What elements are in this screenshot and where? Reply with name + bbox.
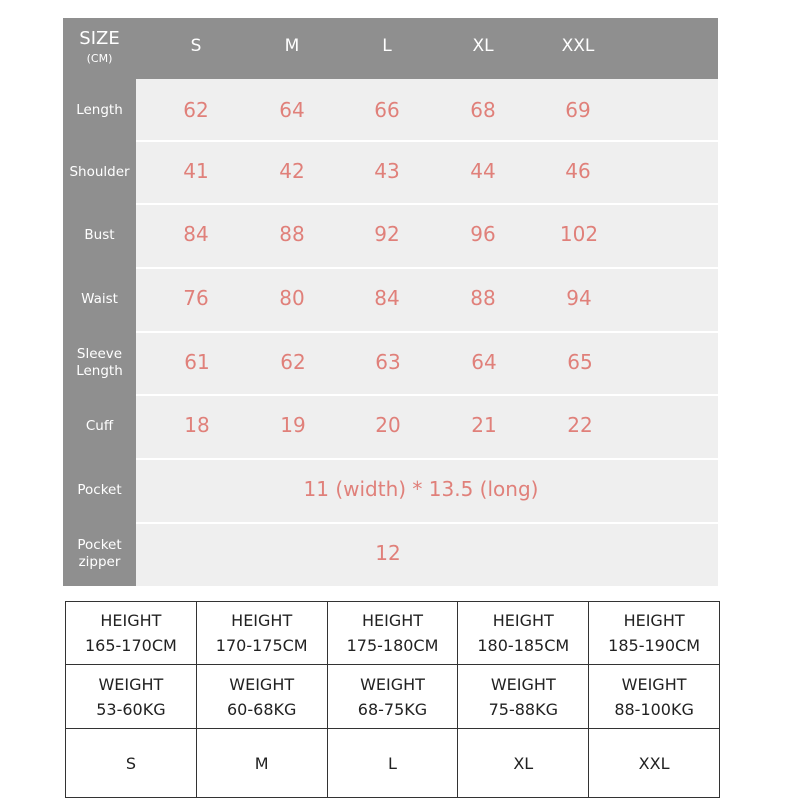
- weight-label: WEIGHT: [98, 674, 164, 694]
- cuff-xxl: 22: [567, 413, 593, 437]
- size-cell-l: L: [327, 729, 458, 798]
- waist-m: 80: [279, 286, 305, 310]
- weight-cell-xxl: [589, 665, 720, 729]
- size-header-row: [63, 18, 718, 79]
- weight-range: 75-88KG: [488, 699, 558, 719]
- row-label-sleeve-line2: Length: [76, 363, 123, 379]
- waist-s: 76: [183, 286, 209, 310]
- size-header-s: S: [190, 36, 202, 56]
- row-divider: [136, 140, 718, 142]
- size-title: SIZE: [79, 28, 120, 49]
- cuff-m: 19: [280, 413, 306, 437]
- height-cell-xxl: [589, 602, 720, 665]
- row-divider: [136, 203, 718, 205]
- height-range: 175-180CM: [346, 636, 439, 655]
- weight-label: WEIGHT: [621, 674, 687, 694]
- row-label-shoulder: Shoulder: [69, 163, 130, 180]
- sleeve-length-m: 62: [280, 350, 306, 374]
- sleeve-length-xxl: 65: [567, 350, 593, 374]
- row-label-zipper-line2: zipper: [78, 554, 121, 570]
- height-label: HEIGHT: [231, 611, 293, 630]
- row-label-length: Length: [76, 101, 123, 118]
- height-cell-m: [196, 602, 327, 665]
- row-label-sleeve-length: [63, 332, 136, 394]
- height-row: [66, 602, 720, 665]
- size-chart: [63, 18, 718, 586]
- weight-range: 68-75KG: [357, 699, 428, 719]
- length-xl: 68: [470, 98, 496, 122]
- weight-label: WEIGHT: [229, 674, 295, 694]
- bust-xl: 96: [470, 222, 496, 246]
- cuff-s: 18: [184, 413, 210, 437]
- shoulder-xxl: 46: [565, 159, 591, 183]
- size-header-xl: XL: [472, 36, 494, 56]
- row-label-bust: Bust: [84, 226, 115, 243]
- row-divider: [136, 458, 718, 460]
- cuff-l: 20: [375, 413, 401, 437]
- waist-xl: 88: [470, 286, 496, 310]
- bust-l: 92: [374, 222, 400, 246]
- size-title-cell: [63, 18, 136, 79]
- size-cell-s: S: [66, 729, 197, 798]
- height-label: HEIGHT: [361, 611, 424, 630]
- shoulder-m: 42: [279, 159, 305, 183]
- waist-l: 84: [374, 286, 400, 310]
- height-range: 185-190CM: [608, 636, 700, 655]
- height-range: 180-185CM: [477, 636, 570, 655]
- waist-xxl: 94: [566, 286, 592, 310]
- height-cell-l: [327, 602, 458, 665]
- bust-xxl: 102: [559, 222, 599, 246]
- length-m: 64: [279, 98, 305, 122]
- height-cell-s: [66, 602, 197, 665]
- height-label: HEIGHT: [100, 611, 162, 630]
- weight-cell-xl: [458, 665, 589, 729]
- weight-cell-s: [66, 665, 197, 729]
- length-l: 66: [374, 98, 400, 122]
- height-range: 170-175CM: [215, 636, 308, 655]
- bust-s: 84: [183, 222, 209, 246]
- shoulder-xl: 44: [470, 159, 496, 183]
- cuff-xl: 21: [471, 413, 497, 437]
- row-divider: [136, 522, 718, 524]
- weight-cell-l: [327, 665, 458, 729]
- weight-range: 60-68KG: [227, 699, 297, 719]
- height-label: HEIGHT: [623, 611, 685, 630]
- size-unit: (CM): [86, 52, 113, 65]
- height-range: 165-170CM: [84, 636, 177, 655]
- row-label-column: [63, 79, 136, 586]
- size-row: [66, 729, 720, 798]
- row-label-sleeve-line1: Sleeve: [76, 346, 123, 362]
- length-xxl: 69: [565, 98, 591, 122]
- bust-m: 88: [279, 222, 305, 246]
- height-weight-table: [65, 601, 720, 798]
- weight-range: 88-100KG: [614, 699, 694, 719]
- shoulder-l: 43: [374, 159, 400, 183]
- sleeve-length-xl: 64: [471, 350, 497, 374]
- size-header-m: M: [284, 36, 300, 56]
- size-cell-m: M: [196, 729, 327, 798]
- height-label: HEIGHT: [492, 611, 554, 630]
- row-divider: [136, 331, 718, 333]
- row-divider: [136, 394, 718, 396]
- row-label-pocket: Pocket: [77, 481, 122, 498]
- size-header-xxl: XXL: [561, 36, 595, 56]
- size-cell-xl: XL: [458, 729, 589, 798]
- weight-label: WEIGHT: [490, 674, 556, 694]
- size-cell-xxl: XXL: [589, 729, 720, 798]
- row-label-waist: Waist: [81, 290, 118, 307]
- row-divider: [136, 267, 718, 269]
- row-label-zipper-line1: Pocket: [77, 537, 122, 553]
- size-data-area: [136, 79, 718, 586]
- sleeve-length-l: 63: [375, 350, 401, 374]
- row-label-cuff: Cuff: [85, 417, 114, 434]
- size-header-l: L: [382, 36, 392, 56]
- weight-range: 53-60KG: [96, 699, 166, 719]
- shoulder-s: 41: [183, 159, 209, 183]
- weight-cell-m: [196, 665, 327, 729]
- height-cell-xl: [458, 602, 589, 665]
- length-s: 62: [183, 98, 209, 122]
- weight-row: [66, 665, 720, 729]
- row-label-pocket-zipper: [63, 523, 136, 585]
- pocket-dimensions: 11 (width) * 13.5 (long): [303, 477, 539, 501]
- sleeve-length-s: 61: [184, 350, 210, 374]
- weight-label: WEIGHT: [360, 674, 425, 694]
- pocket-zipper-length: 12: [375, 541, 401, 565]
